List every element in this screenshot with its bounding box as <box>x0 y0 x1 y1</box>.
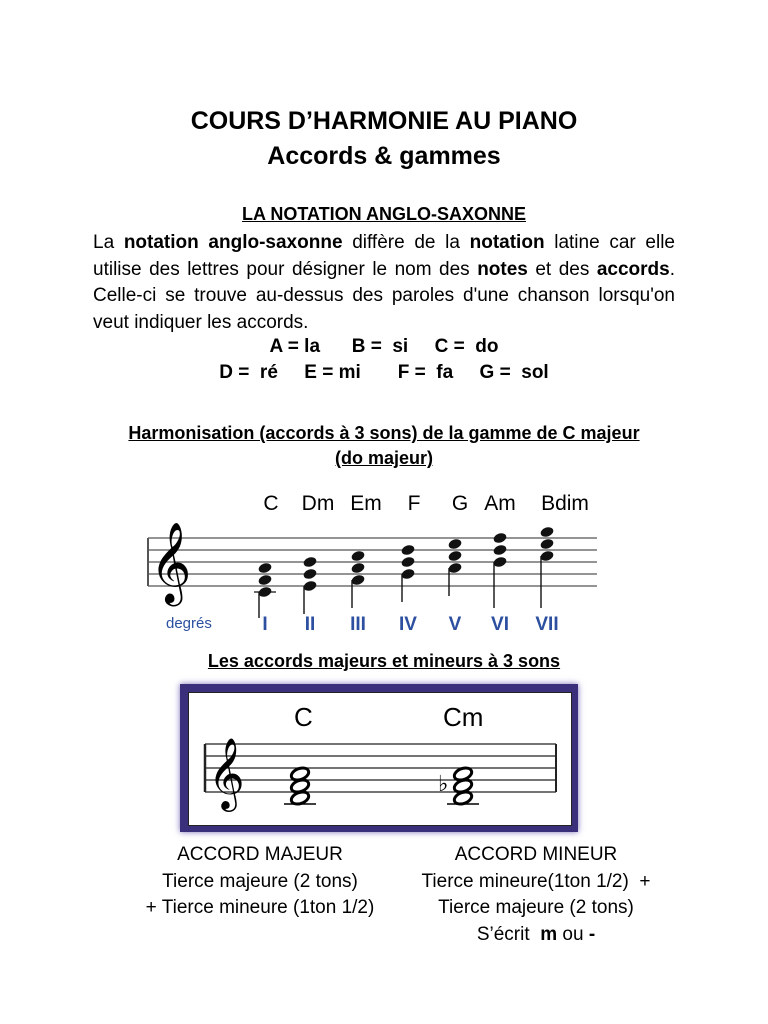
flat-icon: ♭ <box>438 771 449 796</box>
minor-line-3 <box>386 922 686 949</box>
chord-note <box>350 550 365 563</box>
major-minor-heading: Les accords majeurs et mineurs à 3 sons <box>207 651 561 671</box>
chord-name-c: C <box>294 702 313 732</box>
paragraph-run-3: notation <box>469 232 545 253</box>
paragraph-run-5: notes <box>477 258 528 280</box>
staff-lines <box>148 538 597 586</box>
chord-name-em: Em <box>350 492 382 515</box>
staff-lines-2 <box>205 744 556 792</box>
paragraph-run-8: . Celle-ci se trouve au-dessus des paroles d'une chanson lorsqu'on veut indiquer les accords. <box>93 258 675 333</box>
chord-note <box>257 574 272 587</box>
chord-stack-3 <box>350 550 365 608</box>
paragraph-run-6: et des <box>527 258 597 280</box>
treble-clef-icon-2: 𝄞 <box>208 739 245 808</box>
minor-line-3-prefix: S’écrit <box>476 923 541 945</box>
chord-note <box>302 568 317 581</box>
paragraph-run-4: latine car elle utilise des lettres pour désigner le nom des <box>93 232 675 280</box>
chord-note <box>492 532 507 545</box>
chord-note <box>257 562 272 575</box>
chord-stack-5 <box>447 538 462 596</box>
degree-iv: IV <box>399 614 417 635</box>
chord-note <box>400 556 415 569</box>
chord-name-bdim: Bdim <box>541 492 589 515</box>
paragraph-run-2: diffère de la <box>342 232 470 253</box>
chord-stack-2 <box>302 556 317 614</box>
major-chord-description <box>100 842 420 922</box>
chord-name-cm: Cm <box>443 702 484 732</box>
note-mapping-row-2: D = ré E = mi F = fa G = sol <box>219 362 549 383</box>
notation-paragraph <box>93 230 675 336</box>
note-mapping-row-1: A = la B = si C = do <box>269 336 499 357</box>
degree-ii: II <box>304 614 316 635</box>
chord-stack-1 <box>254 562 276 618</box>
minor-title: ACCORD MINEUR <box>454 844 618 865</box>
minor-line-1: Tierce mineure(1ton 1/2) + <box>421 870 651 892</box>
degree-vi: VI <box>491 614 509 635</box>
chord-note <box>400 544 415 557</box>
degrees-label: degrés <box>166 615 212 632</box>
chord-note <box>539 538 554 551</box>
harmonisation-heading-line-1: Harmonisation (accords à 3 sons) de la gamme de C majeur <box>128 423 640 443</box>
major-title: ACCORD MAJEUR <box>177 844 343 865</box>
chord-note <box>492 544 507 557</box>
degree-iii: III <box>350 614 366 635</box>
minor-line-3-mid: ou <box>557 923 589 945</box>
chord-c-notes <box>290 766 311 806</box>
chord-stack-6 <box>492 532 507 608</box>
minor-chord-description <box>386 842 686 948</box>
minor-symbol-m: m <box>540 923 558 945</box>
notation-heading: LA NOTATION ANGLO-SAXONNE <box>242 204 526 224</box>
major-line-2: + Tierce mineure (1ton 1/2) <box>145 897 375 918</box>
page-subtitle: Accords & gammes <box>267 142 501 170</box>
chord-name-g: G <box>451 492 469 515</box>
minor-symbol-dash: - <box>588 923 596 945</box>
paragraph-run-0: La <box>93 232 124 253</box>
chord-note <box>447 550 462 563</box>
chord-name-c: C <box>263 492 279 515</box>
treble-clef-icon: 𝄞 <box>150 523 192 601</box>
minor-line-2: Tierce majeure (2 tons) <box>438 897 634 918</box>
degree-v: V <box>448 614 462 635</box>
chord-note <box>539 526 554 539</box>
major-line-1: Tierce majeure (2 tons) <box>162 870 358 892</box>
chord-name-dm: Dm <box>301 492 335 515</box>
chord-note <box>302 556 317 569</box>
scale-harmonisation-figure <box>0 480 768 640</box>
major-minor-figure <box>180 684 578 832</box>
degree-vii: VII <box>535 614 559 635</box>
chord-note <box>447 538 462 551</box>
chord-name-am: Am <box>484 492 516 515</box>
paragraph-run-7: accords <box>596 258 670 280</box>
chord-name-f: F <box>407 492 421 515</box>
paragraph-run-1: notation anglo-saxonne <box>123 232 343 253</box>
chord-note <box>350 562 365 575</box>
degree-i: I <box>262 614 268 635</box>
harmonisation-heading-line-2: (do majeur) <box>334 448 433 468</box>
chord-cm-notes <box>453 766 474 806</box>
chord-stack-4 <box>400 544 415 602</box>
page-title: COURS D’HARMONIE AU PIANO <box>190 107 578 135</box>
